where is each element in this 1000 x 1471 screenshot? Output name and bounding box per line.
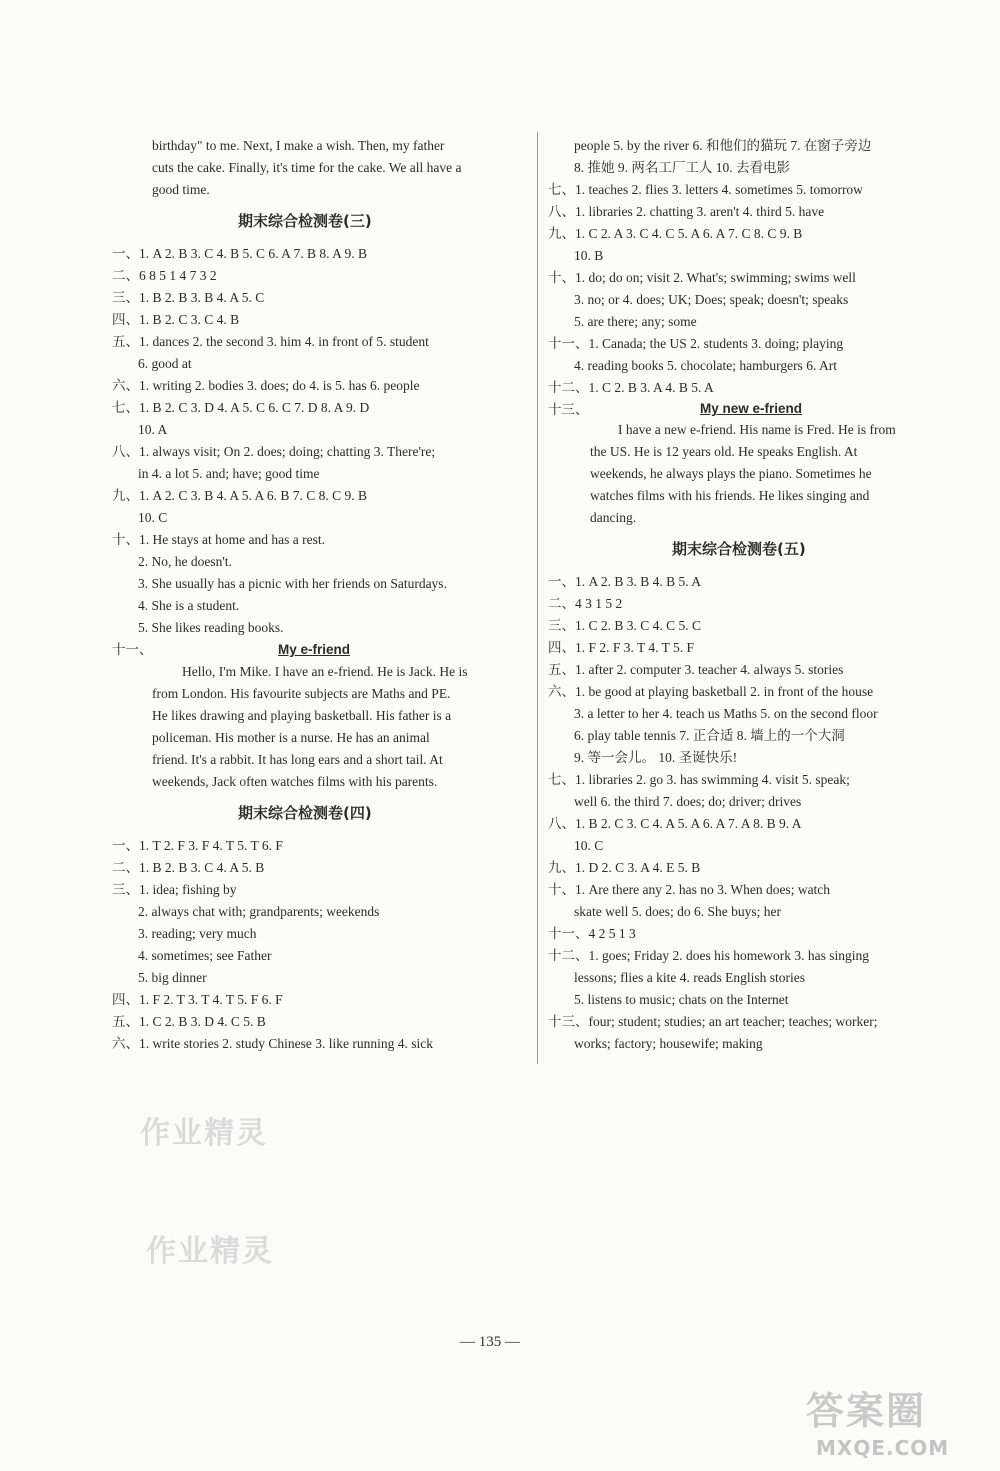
answer-line: 九、1. A 2. C 3. B 4. A 5. A 6. B 7. C 8. C 9. B [112, 488, 368, 503]
answer-line: 一、1. T 2. F 3. F 4. T 5. T 6. F [112, 838, 283, 853]
section-title: 期末综合检测卷(五) [672, 540, 806, 558]
answer-line: 4. reading books 5. chocolate; hamburgers 6. Art [574, 358, 837, 373]
text-line: birthday" to me. Next, I make a wish. Then, my father [152, 138, 445, 153]
answer-line: 3. a letter to her 4. teach us Maths 5. on the second floor [574, 706, 878, 721]
essay-line: I have a new e-friend. His name is Fred. He is from [618, 422, 896, 437]
answer-line: 5. big dinner [138, 970, 207, 985]
answer-line: in 4. a lot 5. and; have; good time [138, 466, 320, 481]
answer-line: 10. A [138, 422, 168, 437]
answer-line: 十三、four; student; studies; an art teacher; teaches; worker; [548, 1014, 878, 1029]
answer-line: 六、1. writing 2. bodies 3. does; do 4. is 5. has 6. people [112, 378, 420, 393]
essay-line: Hello, I'm Mike. I have an e-friend. He is Jack. He is [182, 664, 468, 679]
answer-line: 九、1. C 2. A 3. C 4. C 5. A 6. A 7. C 8. C 9. B [548, 226, 803, 241]
answer-line: 10. C [574, 838, 604, 853]
answer-line: 4. She is a student. [138, 598, 240, 613]
text-line: cuts the cake. Finally, it's time for the cake. We all have a [152, 160, 462, 175]
faint-show-through-text: 作业精灵 [140, 1116, 268, 1151]
answer-line: 三、1. B 2. B 3. B 4. A 5. C [112, 290, 265, 305]
essay-line: He likes drawing and playing basketball. His father is a [152, 708, 452, 723]
section-title: 期末综合检测卷(三) [238, 212, 372, 230]
answer-line: 6. play table tennis 7. 正合适 8. 墙上的一个大洞 [574, 728, 845, 743]
section-title: 期末综合检测卷(四) [238, 804, 372, 822]
answer-line: 四、1. B 2. C 3. C 4. B [112, 312, 240, 327]
essay-line: the US. He is 12 years old. He speaks English. At [590, 444, 858, 459]
essay-title: My e-friend [278, 642, 351, 657]
answer-line: 八、1. B 2. C 3. C 4. A 5. A 6. A 7. A 8. B 9. A [548, 816, 802, 831]
answer-line: 三、1. C 2. B 3. C 4. C 5. C [548, 618, 702, 633]
answer-line: 七、1. teaches 2. flies 3. letters 4. sometimes 5. tomorrow [548, 182, 863, 197]
answer-line: 3. She usually has a picnic with her friends on Saturdays. [138, 576, 447, 591]
watermark-logo-text: 答案圈 [806, 1389, 927, 1433]
answer-line: 五、1. after 2. computer 3. teacher 4. always 5. stories [548, 662, 844, 677]
answer-line: 十二、1. goes; Friday 2. does his homework 3. has singing [548, 948, 869, 963]
answer-line: 九、1. D 2. C 3. A 4. E 5. B [548, 860, 701, 875]
essay-line: weekends, he always plays the piano. Sometimes he [590, 466, 872, 481]
column-divider [537, 132, 538, 1064]
faint-show-through-text: 作业精灵 [146, 1234, 274, 1269]
essay-line: dancing. [590, 510, 637, 525]
answer-line: 八、1. always visit; On 2. does; doing; chatting 3. There're; [112, 444, 436, 459]
answer-line: 4. sometimes; see Father [138, 948, 272, 963]
answer-line: 3. reading; very much [138, 926, 257, 941]
answer-line: 十一、1. Canada; the US 2. students 3. doing; playing [548, 336, 844, 351]
answer-line: 5. listens to music; chats on the Internet [574, 992, 789, 1007]
answer-line: 十一、4 2 5 1 3 [548, 926, 636, 941]
answer-line: 二、4 3 1 5 2 [548, 596, 623, 611]
answer-line: lessons; flies a kite 4. reads English stories [574, 970, 805, 985]
essay-line: from London. His favourite subjects are Maths and PE. [152, 686, 451, 701]
answer-line: 一、1. A 2. B 3. B 4. B 5. A [548, 574, 702, 589]
answer-line: 3. no; or 4. does; UK; Does; speak; doesn't; speaks [574, 292, 849, 307]
answer-line: 六、1. write stories 2. study Chinese 3. like running 4. sick [112, 1036, 433, 1051]
answer-line: 5. are there; any; some [574, 314, 697, 329]
answer-line: 十、1. Are there any 2. has no 3. When does; watch [548, 882, 831, 897]
answer-line: 10. B [574, 248, 604, 263]
answer-line: 2. No, he doesn't. [138, 554, 232, 569]
answer-line: people 5. by the river 6. 和他们的猫玩 7. 在窗子旁边 [574, 138, 872, 153]
answer-line: 二、1. B 2. B 3. C 4. A 5. B [112, 860, 265, 875]
answer-line: 十一、 [112, 642, 153, 657]
answer-line: 5. She likes reading books. [138, 620, 284, 635]
answer-line: 四、1. F 2. T 3. T 4. T 5. F 6. F [112, 992, 283, 1007]
answer-line: 9. 等一会儿。 10. 圣诞快乐! [574, 750, 738, 765]
answer-line: 六、1. be good at playing basketball 2. in front of the house [548, 684, 874, 699]
answer-line: 五、1. C 2. B 3. D 4. C 5. B [112, 1014, 266, 1029]
page-number: — 135 — [460, 1334, 520, 1350]
text-line: good time. [152, 182, 210, 197]
answer-line: 十、1. He stays at home and has a rest. [112, 532, 325, 547]
essay-line: watches films with his friends. He likes singing and [590, 488, 870, 503]
answer-line: 十二、1. C 2. B 3. A 4. B 5. A [548, 380, 714, 395]
answer-line: 八、1. libraries 2. chatting 3. aren't 4. third 5. have [548, 204, 825, 219]
answer-line: 8. 推她 9. 两名工厂工人 10. 去看电影 [574, 160, 790, 175]
watermark-url: MXQE.COM [816, 1436, 950, 1460]
answer-line: 三、1. idea; fishing by [112, 882, 237, 897]
answer-line: 二、6 8 5 1 4 7 3 2 [112, 268, 217, 283]
answer-line: skate well 5. does; do 6. She buys; her [574, 904, 781, 919]
essay-line: friend. It's a rabbit. It has long ears and a short tail. At [152, 752, 443, 767]
answer-line: 七、1. B 2. C 3. D 4. A 5. C 6. C 7. D 8. A 9. D [112, 400, 370, 415]
answer-line: 十、1. do; do on; visit 2. What's; swimming; swims well [548, 270, 856, 285]
answer-line: 6. good at [138, 356, 192, 371]
answer-line: 10. C [138, 510, 168, 525]
answer-line: 2. always chat with; grandparents; weekends [138, 904, 380, 919]
answer-line: works; factory; housewife; making [574, 1036, 763, 1051]
essay-line: weekends, Jack often watches films with his parents. [152, 774, 438, 789]
answer-line: 十三、 [548, 402, 589, 417]
watermark-logo [806, 1374, 986, 1464]
essay-title: My new e-friend [700, 401, 803, 416]
answer-line: 五、1. dances 2. the second 3. him 4. in front of 5. student [112, 334, 429, 349]
answer-line: 四、1. F 2. F 3. T 4. T 5. F [548, 640, 695, 655]
essay-line: policeman. His mother is a nurse. He has an animal [152, 730, 430, 745]
answer-line: 一、1. A 2. B 3. C 4. B 5. C 6. A 7. B 8. A 9. B [112, 246, 368, 261]
answer-line: 七、1. libraries 2. go 3. has swimming 4. visit 5. speak; [548, 772, 850, 787]
answer-line: well 6. the third 7. does; do; driver; drives [574, 794, 802, 809]
